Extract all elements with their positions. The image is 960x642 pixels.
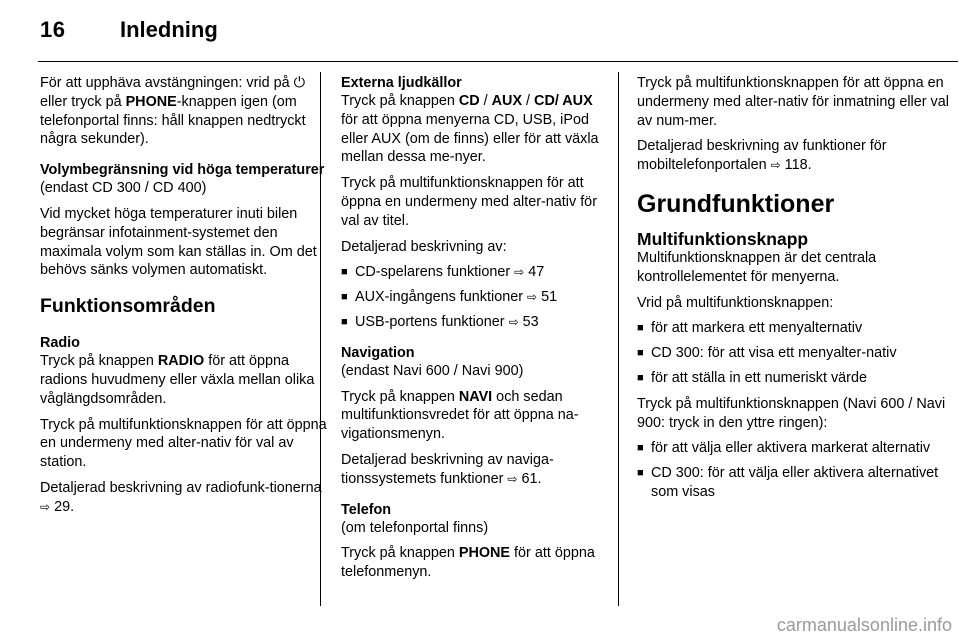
navigation-note: (endast Navi 600 / Navi 900): [341, 362, 524, 379]
page-ref-arrow-icon: ⇨: [770, 158, 781, 173]
function-areas-heading: Funktionsområden: [40, 295, 216, 318]
power-icon: ⏻: [293, 75, 305, 91]
page-ref[interactable]: 29.: [54, 498, 75, 515]
page-ref-arrow-icon: ⇨: [507, 471, 518, 486]
telephone-note: (om telefonportal finns): [341, 519, 489, 536]
text-span: Tryck på knappen: [40, 353, 158, 370]
external-sources-paragraph-2: Tryck på multifunktionsknappen för att öppna en undermeny med alter-nativ för val av titel.: [341, 175, 597, 229]
multifunction-intro: Multifunktionsknappen är det centrala kontrollelementet för menyerna.: [637, 249, 877, 285]
list-item: ■ för att ställa in ett numeriskt värde: [637, 369, 955, 388]
radio-button-label: RADIO: [157, 353, 205, 370]
phone-portal-reference: [637, 137, 955, 175]
text-span: -knappen igen (om telefonportal finns: håll knappen nedtryckt några sekunder).: [40, 93, 306, 148]
site-watermark: carmanualsonline.info: [776, 615, 952, 635]
power-off-paragraph: [40, 74, 330, 149]
phone-button-label: PHONE: [125, 93, 177, 110]
list-item: ■ för att välja eller aktivera markerat alternativ: [637, 439, 955, 458]
list-item-text: CD-spelarens funktioner: [355, 264, 511, 281]
text-span: /: [522, 93, 535, 109]
list-item: ■ CD 300: för att välja eller aktivera alternativet som visas: [637, 464, 955, 502]
volume-limit-paragraph: Vid mycket höga temperaturer inuti bilen begränsar infotainment-systemet den maximala volym som kan ställas in. Om det behövs sänks volymen automatiskt.: [40, 205, 317, 279]
page-ref[interactable]: 61.: [521, 470, 542, 487]
external-sources-list: [341, 263, 605, 331]
header-divider: [38, 61, 958, 62]
phone-button-label: PHONE: [458, 545, 511, 562]
list-item: [341, 313, 605, 332]
phone-menu-paragraph: Tryck på multifunktionsknappen för att öppna en undermeny med alter-nativ för inmatning eller val av num-mer.: [637, 75, 949, 129]
navi-button-label: NAVI: [458, 388, 493, 405]
column-3: [637, 74, 955, 509]
column-divider-2: [618, 72, 619, 606]
rotate-actions-list: [637, 319, 955, 387]
text-span: för att öppna telefonmenyn.: [341, 545, 595, 581]
column-2: [341, 74, 605, 589]
page-ref[interactable]: 51: [541, 289, 558, 306]
list-item: ■ för att markera ett menyalternativ: [637, 319, 955, 338]
radio-paragraph-2: Tryck på multifunktionsknappen för att öppna en undermeny med alter-nativ för val av station.: [40, 416, 327, 471]
list-item-text: AUX-ingångens funktioner: [355, 289, 523, 306]
multifunction-rotate: Vrid på multifunktionsknappen:: [637, 294, 834, 311]
telephone-heading: Telefon: [341, 501, 392, 518]
radio-paragraph-1: [40, 352, 330, 408]
external-sources-paragraph-3: Detaljerad beskrivning av:: [341, 238, 507, 255]
list-item: [341, 288, 605, 307]
page-number: 16: [40, 17, 66, 42]
list-item: ■ CD 300: för att visa ett menyalter-nativ: [637, 344, 955, 363]
text-span: Detaljerad beskrivning av funktioner för mobiltelefonportalen: [637, 138, 887, 174]
page-header: [0, 0, 960, 60]
radio-paragraph-3: [40, 479, 330, 517]
text-span: Detaljerad beskrivning av naviga-tionssystemets funktioner: [341, 451, 554, 487]
text-span: Tryck på knappen: [341, 545, 459, 562]
press-actions-list: [637, 439, 955, 501]
chapter-title: Inledning: [120, 17, 218, 42]
cd-button-label: CD: [458, 93, 480, 109]
page-ref[interactable]: 118.: [784, 157, 812, 174]
cd-aux-button-label: CD/ AUX: [534, 93, 593, 109]
text-span: Tryck på knappen: [341, 93, 459, 109]
text-span: eller tryck på: [40, 93, 126, 110]
volume-limit-heading: Volymbegränsning vid höga temperaturer: [40, 162, 325, 179]
page-ref-arrow-icon: ⇨: [40, 499, 51, 514]
text-span: och sedan multifunktionsvredet för att öppna na-vigationsmenyn.: [341, 388, 579, 443]
external-sources-heading: Externa ljudkällor: [341, 75, 462, 91]
text-span: Tryck på knappen: [341, 388, 459, 405]
text-span: för att öppna menyerna CD, USB, iPod eller AUX (om de finns) eller för att växla mellan dessa me-nyer.: [341, 111, 599, 166]
text-span: för att öppna radions huvudmeny eller växla mellan olika våglängdsområden.: [40, 353, 315, 407]
column-1: [40, 74, 330, 524]
list-item-text: USB-portens funktioner: [355, 313, 505, 330]
page-ref[interactable]: 47: [528, 264, 545, 281]
navigation-paragraph-1: [341, 388, 605, 444]
radio-heading: Radio: [40, 335, 80, 352]
list-item: [341, 263, 605, 282]
page-ref-arrow-icon: ⇨: [514, 265, 525, 280]
navigation-paragraph-2: [341, 451, 605, 489]
volume-limit-note: (endast CD 300 / CD 400): [40, 180, 207, 197]
navigation-heading: Navigation: [341, 344, 415, 361]
aux-button-label: AUX: [491, 93, 523, 109]
telephone-paragraph: [341, 544, 605, 582]
text-span: För att upphäva avstängningen: vrid på: [40, 75, 294, 91]
page-ref-arrow-icon: ⇨: [527, 290, 538, 305]
external-sources-paragraph-1: [341, 92, 605, 167]
page-ref-arrow-icon: ⇨: [508, 314, 519, 329]
text-span: Detaljerad beskrivning av radiofunk-tionerna: [40, 479, 322, 496]
basic-functions-heading: Grundfunktioner: [637, 189, 835, 218]
multifunction-press: Tryck på multifunktionsknappen (Navi 600 / Navi 900: tryck in den yttre ringen):: [637, 395, 946, 431]
multifunction-knob-heading: Multifunktionsknapp: [637, 228, 809, 249]
page-ref[interactable]: 53: [522, 313, 539, 330]
text-span: /: [479, 93, 492, 109]
